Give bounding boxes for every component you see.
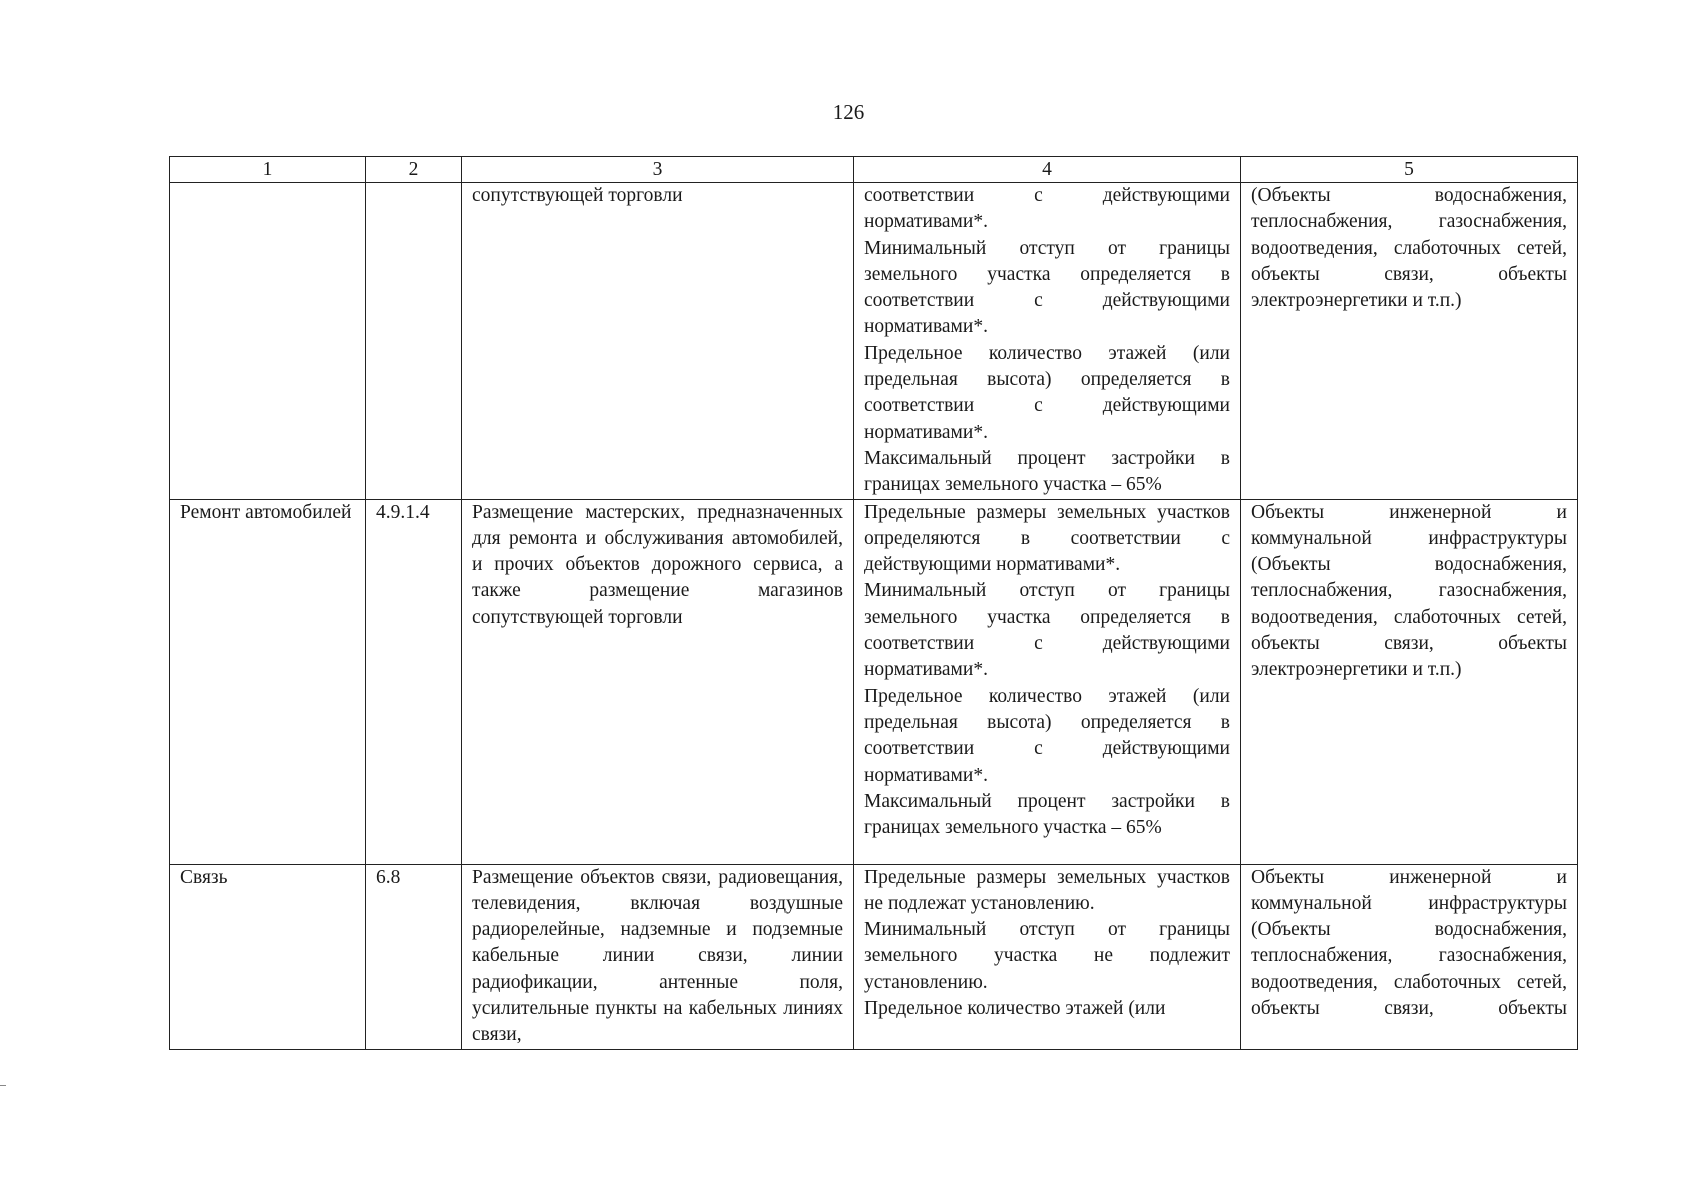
parameters-cell: Предельные размеры земельных участков определяются в соответствии с действующими нормативами*. Минимальный отступ от границы земельного участка определяется в соответствии с действующими нормативами*. Предельное количество этажей (или предельная высота) определяется в соответствии с действующими нормативами*. Максимальный процент застройки в границах земельного участка – 65% <box>854 499 1241 864</box>
objects-cell: Объекты инженерной и коммунальной инфраструктуры (Объекты водоснабжения, теплоснабжения, газоснабжения, водоотведения, слаботочных сетей, объекты связи, объекты электроэнергетики и т.п.) <box>1241 499 1578 864</box>
parameters-cell: Предельные размеры земельных участков не подлежат установлению. Минимальный отступ от границы земельного участка не подлежит установлению. Предельное количество этажей (или <box>854 864 1241 1049</box>
table-row <box>170 864 1578 1049</box>
table-row <box>170 499 1578 864</box>
objects-cell: Объекты инженерной и коммунальной инфраструктуры (Объекты водоснабжения, теплоснабжения, газоснабжения, водоотведения, слаботочных сетей, объекты связи, объекты <box>1241 864 1578 1049</box>
use-code-cell <box>366 183 462 500</box>
parameters-cell: соответствии с действующими нормативами*. Минимальный отступ от границы земельного участка определяется в соответствии с действующими нормативами*. Предельное количество этажей (или предельная высота) определяется в соответствии с действующими нормативами*. Максимальный процент застройки в границах земельного участка – 65% <box>854 183 1241 500</box>
table-header-row <box>170 157 1578 183</box>
use-name-cell <box>170 183 366 500</box>
column-header: 2 <box>366 157 462 183</box>
use-code-cell: 4.9.1.4 <box>366 499 462 864</box>
page-number: 126 <box>832 100 865 124</box>
column-header: 3 <box>462 157 854 183</box>
column-header: 5 <box>1241 157 1578 183</box>
scan-edge-mark <box>0 1085 6 1086</box>
zoning-table <box>169 156 1578 1050</box>
column-header: 4 <box>854 157 1241 183</box>
use-description-cell: сопутствующей торговли <box>462 183 854 500</box>
table-row <box>170 183 1578 500</box>
use-code-cell: 6.8 <box>366 864 462 1049</box>
use-description-cell: Размещение объектов связи, радиовещания, телевидения, включая воздушные радиорелейные, надземные и подземные кабельные линии связи, линии радиофикации, антенные поля, усилительные пункты на кабельных линиях связи, <box>462 864 854 1049</box>
use-name-cell: Связь <box>170 864 366 1049</box>
column-header: 1 <box>170 157 366 183</box>
use-name-cell: Ремонт автомобилей <box>170 499 366 864</box>
use-description-cell: Размещение мастерских, предназначенных для ремонта и обслуживания автомобилей, и прочих объектов дорожного сервиса, а также размещение магазинов сопутствующей торговли <box>462 499 854 864</box>
objects-cell: (Объекты водоснабжения, теплоснабжения, газоснабжения, водоотведения, слаботочных сетей, объекты связи, объекты электроэнергетики и т.п.) <box>1241 183 1578 500</box>
